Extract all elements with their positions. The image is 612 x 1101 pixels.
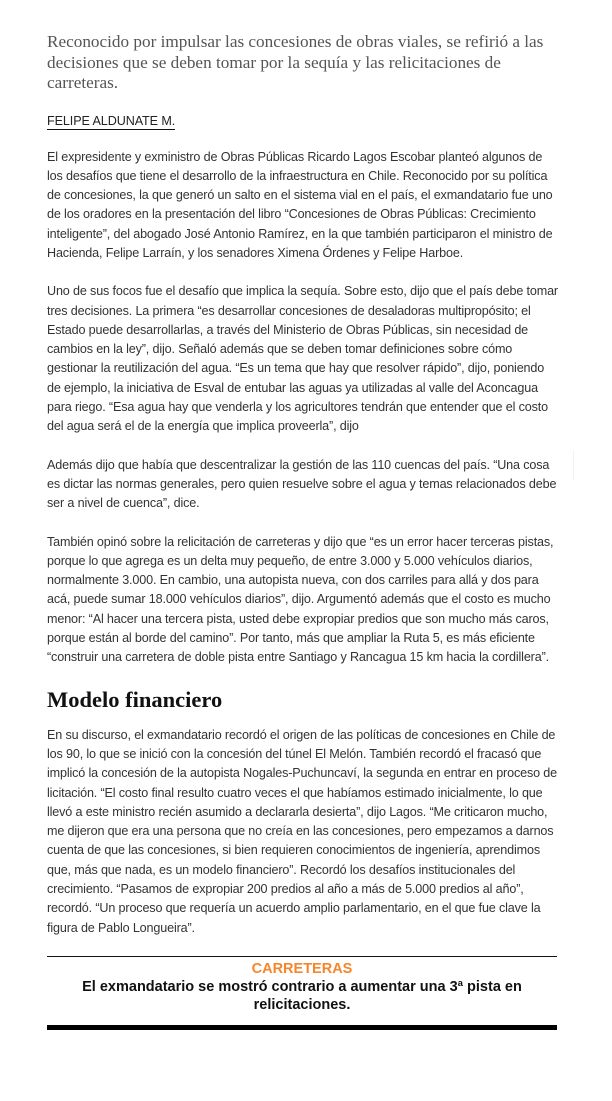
article-lead: Reconocido por impulsar las concesiones de obras viales, se refirió a las decisiones que se deben tomar por la sequía y las relicitaciones de carreteras. <box>47 32 544 92</box>
highlight-label: CARRETERAS <box>251 960 353 977</box>
author-byline[interactable]: FELIPE ALDUNATE M. <box>47 113 176 128</box>
article-paragraph: Uno de sus focos fue el desafío que implica la sequía. Sobre esto, dijo que el país debe tomar tres decisiones. La primera “es desarrollar concesiones de desaladoras multipropósito; el Estado puede desarrollarlas, a través del Ministerio de Obras Públicas, sin necesidad de cambios en la ley”, dijo. Señaló además que se deben tomar definiciones sobre cómo gestionar la reutilización del agua. “Es un tema que hay que resolver rápido”, dijo, poniendo de ejemplo, la iniciativa de Esval de entubar las aguas ya utilizadas al valle del Aconcagua para riego. “Esa agua hay que venderla y los agricultores tendrán que entender que el costo del agua será el de la energía que implica proveerla”, dijo <box>47 284 558 434</box>
article-paragraph: En su discurso, el exmandatario recordó el origen de las políticas de concesiones en Chile de los 90, lo que se inició con la concesión del túnel El Melón. También recordó el fracasó que implicó la concesión de la autopista Nogales-Puchuncaví, la segunda en entrar en proceso de licitación. “El costo final resulto cuatro veces el que habíamos estimado inicialmente, lo que llevó a este ministro recién asumido a declararla desierta”, dijo Lagos. “Me criticaron mucho, me dijeron que era una persona que no creía en las concesiones, pero empezamos a darnos cuenta de que las concesiones, si bien requieren conocimientos de ingeniería, aprendimos que, más que nada, es un modelo financiero”. Recordó los desafíos institucionales del crecimiento. “Pasamos de expropiar 200 predios al año a más de 5.000 predios al año”, recordó. “Un proceso que requería un acuerdo amplio parlamentario, en el que fue clave la figura de Pablo Longueira”. <box>47 727 558 935</box>
article <box>47 0 559 1030</box>
article-paragraph: El expresidente y exministro de Obras Públicas Ricardo Lagos Escobar planteó algunos de los desafíos que tiene el desarrollo de la infraestructura en Chile. Reconocido por su política de concesiones, la que generó un salto en el sistema vial en el país, el exmandatario fue uno de los oradores en la presentación del libro “Concesiones de Obras Públicas: Crecimiento inteligente”, del abogado José Antonio Ramírez, en la que también participaron el ministro de Hacienda, Felipe Larraín, y los senadores Ximena Órdenes y Felipe Harboe. <box>47 149 553 260</box>
highlight-box <box>47 956 557 1030</box>
highlight-bottom-rule <box>47 1025 557 1030</box>
divider-line <box>573 450 574 480</box>
article-paragraph: Además dijo que había que descentralizar la gestión de las 110 cuencas del país. “Una cosa es dictar las normas generales, pero quien resuelve sobre el agua y temas relacionados debe ser a nivel de cuenca”, dice. <box>47 457 557 511</box>
highlight-text: El exmandatario se mostró contrario a aumentar una 3ª pista en relicitaciones. <box>82 978 522 1013</box>
section-heading: Modelo financiero <box>47 686 223 712</box>
article-paragraph: También opinó sobre la relicitación de carreteras y dijo que “es un error hacer terceras pistas, porque lo que agrega es un delta muy pequeño, de entre 3.000 y 5.000 vehículos diarios, normalmente 3.000. En cambio, una autopista nueva, con dos carriles para allá y dos para acá, puede sumar 18.000 vehículos diarios”, dijo. Argumentó además que el costo es mucho menor: “Al hacer una tercera pista, usted debe expropiar predios que son mucho más caros, porque están al borde del camino”. Por tanto, más que ampliar la Ruta 5, es más eficiente “construir una carretera de doble pista entre Santiago y Rancagua 15 km hacia la cordillera”. <box>47 534 554 665</box>
byline-wrapper <box>47 94 559 130</box>
